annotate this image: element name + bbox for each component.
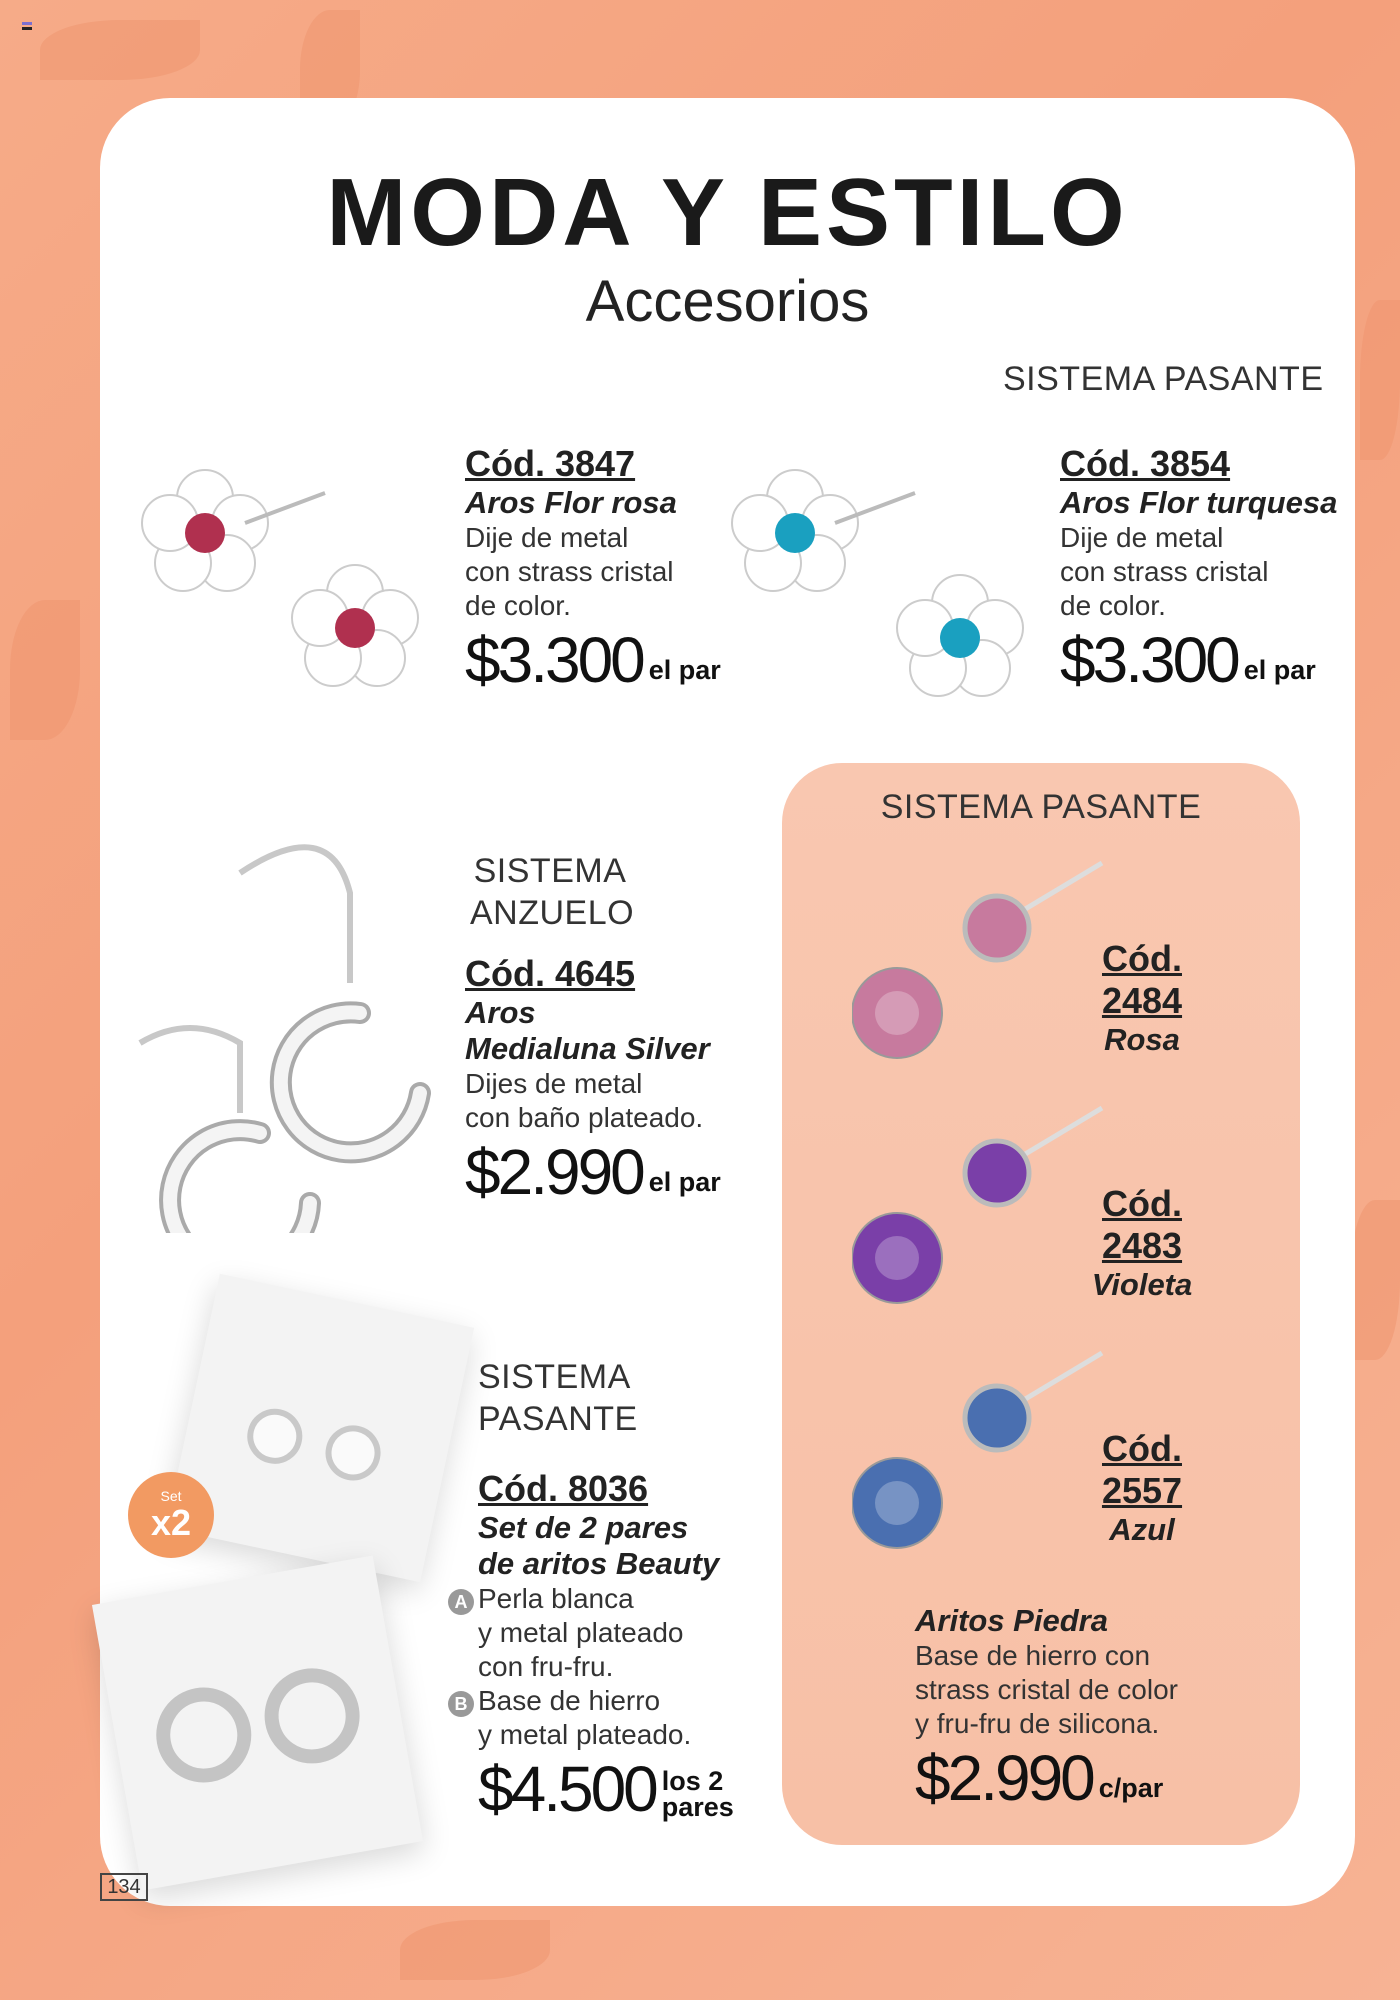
option-text: Perla blanca [478, 1583, 634, 1614]
variant-code: Cód. 2557 [1101, 1428, 1183, 1511]
crescent-moon-earrings-image [130, 813, 450, 1233]
product-price [915, 1741, 1178, 1815]
option-a-icon: A [448, 1589, 474, 1615]
product-price [1060, 623, 1337, 697]
background-leaf [1350, 1200, 1400, 1360]
catalog-page [100, 98, 1355, 1906]
product-name: Aros Flor rosa [465, 485, 677, 520]
stone-variant [782, 843, 1300, 1083]
product-description: Base de hierro con [915, 1640, 1151, 1671]
product-description: Dije de metal [1060, 522, 1224, 553]
product-description: Dije de metal [465, 522, 629, 553]
system-label: SISTEMA PASANTE [880, 788, 1202, 826]
product-name: Medialuna Silver [465, 1031, 710, 1066]
price-value: $4.500 [478, 1753, 656, 1825]
price-value: $3.300 [465, 624, 643, 696]
product-name: Set de 2 pares [478, 1510, 689, 1545]
page-subtitle: Accesorios [585, 269, 870, 334]
product-name: Aros Flor turquesa [1060, 485, 1338, 520]
price-unit: el par [648, 1167, 721, 1197]
option-a [448, 1582, 734, 1616]
product-name: Aros [465, 995, 536, 1030]
product-code: Cód. 8036 [478, 1468, 649, 1509]
page-number: 134 [100, 1873, 148, 1901]
product-price [478, 1752, 734, 1826]
price-unit: los 2 [661, 1766, 724, 1796]
product-description: de color. [465, 590, 571, 621]
variant-color: Azul [1109, 1512, 1175, 1547]
option-text: y metal plateado. [478, 1719, 692, 1750]
pearl-earrings-image [166, 1274, 474, 1582]
variant-color: Rosa [1104, 1022, 1180, 1057]
product-description: con strass cristal [465, 556, 674, 587]
aritos-piedra-panel [782, 763, 1300, 1845]
option-b-icon: B [448, 1691, 474, 1717]
price-value: $3.300 [1060, 624, 1238, 696]
system-label: PASANTE [478, 1400, 638, 1438]
system-label: ANZUELO [470, 894, 635, 932]
option-text: Base de hierro [478, 1685, 661, 1716]
stone-variant [782, 1333, 1300, 1573]
option-text: con fru-fru. [478, 1651, 614, 1682]
badge-label: Set [160, 1487, 182, 1504]
flower-earrings-turquoise-image [725, 453, 1045, 713]
badge-value: x2 [150, 1501, 192, 1543]
product-code: Cód. 4645 [465, 953, 636, 994]
background-leaf [1360, 300, 1400, 460]
system-label: SISTEMA [478, 1358, 631, 1396]
product-name: Aritos Piedra [915, 1603, 1108, 1638]
variant-code: Cód. 2483 [1101, 1183, 1183, 1266]
background-leaf [400, 1920, 550, 1980]
product-description: Dijes de metal [465, 1068, 643, 1099]
variant-code: Cód. 2484 [1101, 938, 1183, 1021]
background-leaf [40, 20, 200, 80]
variant-color: Violeta [1091, 1267, 1193, 1302]
system-label: SISTEMA PASANTE [1003, 360, 1324, 398]
price-unit: el par [1243, 655, 1316, 685]
stone-variant [782, 1088, 1300, 1328]
product-description: con strass cristal [1060, 556, 1269, 587]
price-unit: c/par [1098, 1773, 1164, 1803]
menu-icon[interactable] [22, 22, 32, 30]
set-x2-badge [128, 1472, 214, 1558]
product-code: Cód. 3854 [1060, 443, 1231, 484]
product-description: de color. [1060, 590, 1166, 621]
product-price [465, 623, 721, 697]
system-label: SISTEMA [473, 852, 627, 890]
product-code: Cód. 3847 [465, 443, 636, 484]
product-description: strass cristal de color [915, 1674, 1178, 1705]
product-description: y fru-fru de silicona. [915, 1708, 1160, 1739]
option-b [448, 1684, 734, 1718]
product-name: de aritos Beauty [478, 1546, 720, 1581]
product-description: con baño plateado. [465, 1102, 704, 1133]
price-unit: el par [648, 655, 721, 685]
price-value: $2.990 [465, 1136, 643, 1208]
page-title: MODA Y ESTILO [326, 159, 1129, 266]
flower-earrings-pink-image [135, 453, 445, 713]
price-unit: pares [661, 1792, 734, 1822]
price-value: $2.990 [915, 1742, 1093, 1814]
knot-earrings-image [92, 1555, 423, 1890]
option-text: y metal plateado [478, 1617, 684, 1648]
background-leaf [10, 600, 80, 740]
product-price [465, 1135, 721, 1209]
